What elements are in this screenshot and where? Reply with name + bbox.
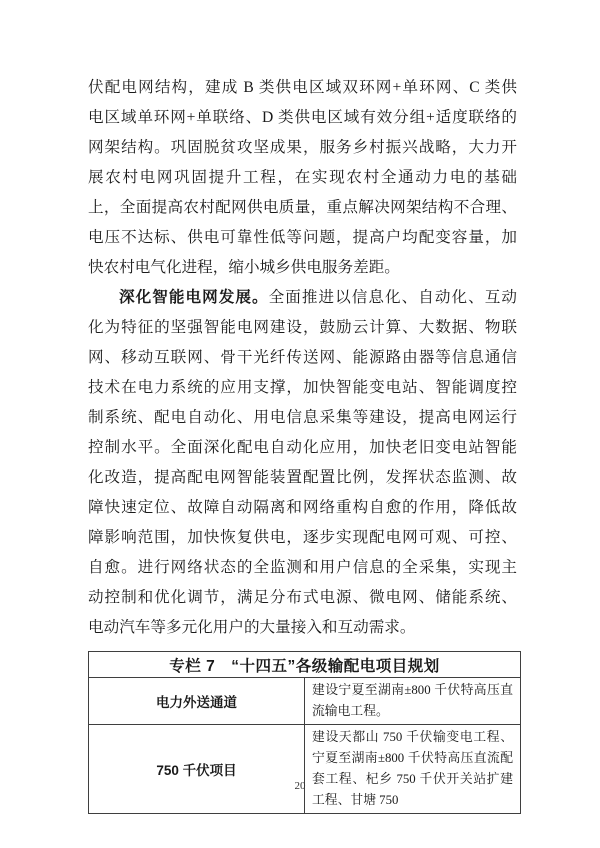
- paragraph2-line-2: 化为特征的坚强智能电网建设，鼓励云计算、大数据、物联: [88, 319, 517, 336]
- paragraph2-line-9: 障影响范围，加快恢复供电，逐步实现配电网可观、可控、: [88, 529, 517, 546]
- paragraph2-line-7: 化改造，提高配电网智能装置配置比例，发挥状态监测、故: [88, 469, 517, 486]
- table-row: [89, 725, 521, 814]
- row-content: 建设宁夏至湖南±800 千伏特高压直流输电工程。: [305, 678, 521, 725]
- table-row: [89, 678, 521, 725]
- paragraph2-line-6: 控制水平。全面深化配电自动化应用，加快老旧变电站智能: [88, 439, 517, 456]
- row-content: 建设天都山 750 千伏输变电工程、宁夏至湖南±800 千伏特高压直流配套工程、杞乡 750 千伏开关站扩建工程、甘塘 750: [305, 725, 521, 814]
- paragraph1-line-4: 展农村电网巩固提升工程，在实现农村全通动力电的基础: [88, 169, 517, 186]
- paragraph2-line-10: 自愈。进行网络状态的全监测和用户信息的全采集，实现主: [88, 559, 517, 576]
- box-header-row: [89, 652, 521, 678]
- paragraph2-line-5: 制系统、配电自动化、用电信息采集等建设，提高电网运行: [88, 409, 517, 426]
- paragraph2-lead-bold: 深化智能电网发展。: [119, 289, 269, 306]
- row-label: 电力外送通道: [89, 678, 305, 725]
- paragraph1-line-5: 上，全面提高农村配网供电质量，重点解决网架结构不合理、: [88, 199, 517, 216]
- paragraph1-line-6: 电压不达标、供电可靠性低等问题，提高户均配变容量，加: [88, 229, 517, 246]
- paragraph2-line-1: [88, 283, 517, 313]
- box-title: 专栏 7 “十四五”各级输配电项目规划: [89, 652, 521, 678]
- paragraph1-line-7: 快农村电气化进程，缩小城乡供电服务差距。: [88, 259, 400, 276]
- row-label: 750 千伏项目: [89, 725, 305, 814]
- paragraph2-line-3: 网、移动互联网、骨干光纤传送网、能源路由器等信息通信: [88, 349, 517, 366]
- paragraph2-line-11: 动控制和优化调节，满足分布式电源、微电网、储能系统、: [88, 589, 517, 606]
- paragraph1-line-2: 电区域单环网+单联络、D 类供电区域有效分组+适度联络的: [88, 109, 517, 126]
- paragraph1-line-1: 伏配电网结构，建成 B 类供电区域双环网+单环网、C 类供: [88, 79, 517, 96]
- paragraph1-line-3: 网架结构。巩固脱贫攻坚成果，服务乡村振兴战略，大力开: [88, 139, 517, 156]
- paragraph2-line-12: 电动汽车等多元化用户的大量接入和互动需求。: [88, 619, 416, 636]
- body-text: [88, 73, 517, 643]
- page-number: 20: [294, 780, 306, 792]
- paragraph2-line-4: 技术在电力系统的应用支撑，加快智能变电站、智能调度控: [88, 379, 517, 396]
- paragraph2-lead-rest: 全面推进以信息化、自动化、互动: [268, 289, 517, 306]
- paragraph2-line-8: 障快速定位、故障自动隔离和网络重构自愈的作用，降低故: [88, 499, 517, 516]
